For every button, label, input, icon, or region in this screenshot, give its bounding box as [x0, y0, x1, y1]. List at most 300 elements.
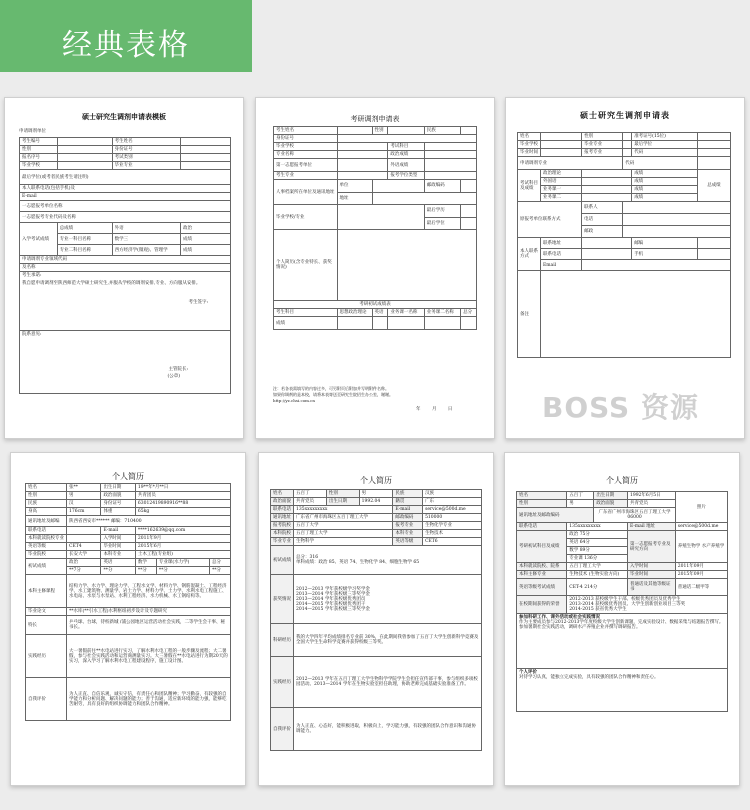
form-cell: 政治面貌	[594, 500, 628, 508]
form-cell: 报名序号	[20, 154, 58, 162]
form-cell: 英语等级	[393, 538, 423, 546]
form-cell	[388, 317, 424, 330]
form-cell	[582, 170, 632, 178]
form-cell	[424, 172, 476, 180]
cell-text: 2014—2015 学年获校级优秀团干	[296, 601, 366, 607]
form-cell: 入学时间	[627, 563, 675, 571]
cell-text: 对待学习认真，能独立完成实验，具有较强的团队合作精神和责任心。	[519, 675, 659, 680]
form-cell: 510000	[423, 514, 482, 522]
form-cell: 养殖生物学 水产养殖学	[675, 531, 727, 563]
form-cell: 生物科学	[294, 538, 393, 546]
form-cell	[424, 151, 476, 159]
card3-title: 硕士研究生调剂申请表	[580, 110, 670, 120]
form-cell	[582, 194, 632, 202]
form-cell: 出生日期	[101, 484, 135, 492]
form-cell: 成绩	[632, 194, 698, 202]
form-cell: 广东	[423, 498, 482, 506]
form-cell	[697, 249, 730, 260]
cell-text: 广东省广州市海珠区五百丁理工大学	[598, 510, 671, 515]
form-cell: service@500d.me	[675, 523, 727, 531]
form-cell	[57, 154, 112, 162]
form-cell: 最后学位(或考者民族考生请注明)	[20, 170, 231, 185]
form-cell: 考生姓名	[274, 127, 338, 135]
form-cell	[181, 162, 231, 170]
form-cell: 1992.04	[359, 498, 393, 506]
form-cell: 考研初试科目及成绩	[517, 531, 567, 563]
form-cell: 政治	[67, 559, 101, 567]
form-cell: 成绩	[181, 234, 231, 245]
form-cell: 及名称	[20, 264, 231, 272]
form-cell	[567, 596, 728, 614]
form-cell	[337, 159, 388, 172]
form-cell	[337, 172, 388, 180]
card2-url[interactable]: http://yz.chsi.com.cn	[273, 398, 315, 403]
form-cell	[697, 141, 730, 149]
form-cell: 总分	[210, 559, 231, 567]
form-cell	[337, 317, 372, 330]
template-card-1[interactable]	[4, 97, 244, 439]
cell-text: 2013—2014 学年获校级三等奖学金	[296, 591, 370, 597]
form-cell	[372, 180, 424, 193]
form-cell: 五百丁	[567, 492, 594, 500]
form-cell: 性别	[326, 490, 359, 498]
form-cell	[57, 162, 112, 170]
form-cell	[337, 151, 388, 159]
form-cell: 邮政	[582, 226, 623, 238]
form-cell: 成绩	[632, 186, 698, 194]
form-cell: 五百丁理工大学	[294, 530, 393, 538]
form-cell: 本科就读院校专业	[26, 535, 67, 543]
template-card-2[interactable]	[255, 97, 495, 439]
form-cell: 65kg	[135, 508, 230, 516]
form-cell: 自我评价	[26, 678, 67, 721]
form-cell: 在校期间获得的荣誉	[517, 596, 567, 614]
form-cell: 专业名称	[274, 151, 338, 159]
form-cell	[337, 230, 477, 301]
form-cell: 通讯地址及邮政编码	[517, 508, 594, 523]
form-cell: **7分	[67, 567, 101, 575]
form-cell	[623, 214, 731, 226]
form-cell: 考试科目	[388, 143, 424, 151]
form-cell: 毕业专业	[271, 538, 294, 546]
form-cell: 男	[67, 492, 101, 500]
form-cell: 联系电话	[541, 249, 582, 260]
form-cell: 性别	[372, 127, 388, 135]
form-cell: 获奖情况	[271, 575, 294, 624]
form-cell: 科研经历	[271, 624, 294, 657]
form-cell: 身份证号	[101, 500, 135, 508]
form-cell: 为人正直、自信乐观，诚实守信，有责任心和团队精神；学习勤奋，有较强的自学能力和分析问题、解决问题的能力；善于沟通，适应新环境的能力强，能够吃苦耐劳，具有良好的组织协调能力和团队合作精神。	[67, 678, 231, 721]
form-cell: 生物技术 (生物实验方向)	[567, 571, 628, 579]
form-cell	[582, 178, 632, 186]
form-cell	[337, 135, 477, 143]
form-cell	[623, 141, 632, 149]
form-cell: 最后学历	[424, 205, 460, 218]
form-cell: 联系电话	[271, 506, 294, 514]
form-cell: 性别	[26, 492, 67, 500]
cell-text: 总分：316	[296, 555, 319, 560]
form-cell	[623, 133, 632, 141]
form-cell: 共青党员	[294, 498, 327, 506]
form-cell: 毕业论文	[26, 608, 67, 616]
form-cell: CET4	[67, 543, 101, 551]
form-cell	[294, 575, 482, 624]
form-cell: 外国语	[541, 178, 582, 186]
cell-text: 2014-2015 获省优秀大学生	[569, 607, 627, 612]
card5-title: 个人简历	[360, 476, 392, 485]
cell-text: 2013—2014 学年获校级优秀团员	[296, 596, 366, 602]
form-cell	[541, 141, 582, 149]
cell-text: 2012—2013 学年获校级学习奖学金	[296, 586, 370, 592]
form-cell: 毕业学校	[274, 143, 338, 151]
form-cell: 英语 64分	[567, 539, 628, 547]
form-cell	[181, 138, 231, 146]
card4-title: 个人简历	[112, 472, 144, 481]
form-cell	[294, 546, 482, 575]
cell-text: 2012-2013 获校级学生干部、校级优秀团员及优秀学生	[569, 597, 681, 602]
form-cell: 本科专业	[101, 551, 135, 559]
form-cell	[372, 317, 388, 330]
form-cell	[181, 146, 231, 154]
form-cell: service@500d.me	[423, 506, 482, 514]
form-cell: 考试类别	[112, 154, 180, 162]
form-cell	[623, 202, 731, 214]
form-cell: 2012—2013 学年在五百丁理工大学生物科学学院学生会担任宣传部干事，参与组织多项校园活动。2013—2014 学年在生物实验室担任助理，协助老师完成基础实验准备工作。	[294, 657, 482, 708]
form-cell: 结构力学、水力学、理论力学、工程水文学、材料力学、钢筋混凝土、工程经济学、水工建筑物、测量学、岩土力学、材料力学、土力学、水利水电工程施工、水电站、水泵与水泵站、水利工程经济、水力机械、水工钢结构等。	[67, 575, 231, 608]
form-cell: 业务课一	[541, 186, 582, 194]
form-cell: 本科专业	[393, 530, 423, 538]
form-cell	[337, 143, 388, 151]
form-cell: 照片	[675, 492, 727, 523]
form-cell: 入学时间	[101, 535, 135, 543]
form-cell	[697, 238, 730, 249]
cell-text: 2014—2015 学年获校级三等奖学金	[296, 606, 370, 612]
card3-watermark: BOSS 资源	[542, 391, 699, 424]
form-cell: 2015年6月	[135, 543, 230, 551]
form-cell	[57, 146, 112, 154]
cell-text: 2013-2014 获校级优秀团员、大学生创新创业项目三等奖	[569, 602, 686, 607]
form-cell: 体重	[101, 508, 135, 516]
form-cell: 报考学位类型	[388, 172, 424, 180]
form-cell: 男	[567, 500, 594, 508]
form-cell: 普通话二级甲等	[675, 579, 727, 596]
form-cell: 长安大学	[67, 551, 101, 559]
form-cell: 数学三	[112, 234, 180, 245]
form-cell: **水库(**引水工程)水利枢纽初步设计及专题研究	[67, 608, 231, 616]
card2-title: 考研调剂申请表	[350, 115, 400, 123]
form-cell: 成绩	[632, 178, 698, 186]
form-cell: 人事档案所在单位及通讯地址	[274, 180, 338, 205]
form-cell	[582, 186, 632, 194]
form-cell: 政治 75分	[567, 531, 628, 539]
form-cell: 申请调剂专业	[518, 157, 623, 170]
form-cell: 2015年09月	[675, 571, 727, 579]
form-cell: 毕业专业	[582, 141, 623, 149]
form-cell	[517, 669, 728, 712]
form-cell: 英语	[101, 559, 135, 567]
form-cell: 自我评价	[271, 708, 294, 751]
form-cell: 共青党员	[627, 500, 675, 508]
form-cell: 毕业时间	[627, 571, 675, 579]
cell-text: 参加科研工作、课外活动或社会实践情况	[519, 615, 600, 620]
form-cell: 准考证号(15位)	[632, 133, 698, 141]
form-cell	[541, 133, 582, 141]
form-cell: Email	[541, 260, 582, 271]
form-cell: 土木工程(专业组)	[135, 551, 230, 559]
form-cell: 176cm	[67, 508, 101, 516]
card1-statement: 我自愿申请调剂至陕西师范大学硕士研究生,并服从学校的调剂安排,专业、方向服从安排。	[22, 281, 201, 286]
form-cell: 数学	[135, 559, 156, 567]
form-cell	[424, 317, 460, 330]
form-cell: 63012419890916**88	[135, 500, 230, 508]
form-cell: 五百丁理工大学	[567, 563, 628, 571]
card5-form	[270, 489, 482, 751]
form-cell: 性别	[517, 500, 567, 508]
form-cell: 考生科目	[274, 309, 338, 317]
template-card-3[interactable]	[505, 97, 745, 439]
form-cell: 毕业学校/专业	[274, 205, 338, 230]
form-cell	[337, 127, 372, 135]
form-cell: 专业课 136分	[567, 555, 628, 563]
form-cell: 考生编号	[20, 138, 58, 146]
form-cell: 汉族	[423, 490, 482, 498]
form-cell: 考试科目及成绩	[518, 170, 541, 202]
form-cell: ****162639@qq.com	[135, 527, 230, 535]
form-cell: 共青团员	[135, 492, 230, 500]
form-cell	[67, 527, 101, 535]
form-cell: 外语	[112, 223, 180, 234]
form-cell	[20, 331, 231, 394]
form-cell	[582, 260, 731, 271]
banner-title: 经典表格	[62, 28, 190, 63]
form-cell: 普通话及其他等级证书	[627, 579, 675, 596]
form-cell: 专业二科目名称	[57, 245, 112, 256]
form-cell: 本人联系方式	[518, 238, 541, 271]
form-cell: 总成绩	[57, 223, 112, 234]
form-cell: 姓名	[26, 484, 67, 492]
form-cell: 手机	[632, 249, 698, 260]
form-cell: E-mail	[393, 506, 423, 514]
form-cell	[20, 272, 231, 331]
form-cell: 民族	[424, 127, 460, 135]
form-cell: 最后学位	[424, 217, 460, 230]
form-cell: 最后学位	[632, 141, 698, 149]
form-cell	[541, 271, 731, 358]
form-cell: 专业课(水力学)	[156, 559, 209, 567]
banner	[0, 0, 252, 72]
form-cell: 籍贯	[393, 498, 423, 506]
form-cell: 生物技术	[423, 530, 482, 538]
form-cell: 姓名	[518, 133, 541, 141]
form-cell: 通讯地址	[271, 514, 294, 522]
form-cell: 电话	[582, 214, 623, 226]
form-cell: 英语等级	[26, 543, 67, 551]
form-cell: 出生日期	[326, 498, 359, 506]
card1-sign: 考生签字:	[188, 300, 208, 305]
form-cell: 特长	[26, 616, 67, 635]
resume-card-2[interactable]	[258, 452, 494, 786]
form-cell	[582, 249, 632, 260]
form-cell: 出生日期	[594, 492, 628, 500]
form-cell	[461, 317, 477, 330]
card2-note-1: 注：若各表需填写的内容过多，可另附页后附加并写明附件名称。	[273, 386, 389, 391]
form-cell: 地址	[337, 192, 372, 205]
form-cell: 通讯地址及邮编	[26, 516, 67, 527]
form-cell: 实践经历	[271, 657, 294, 708]
form-cell: 男	[359, 490, 393, 498]
card6-form	[516, 491, 728, 712]
card1-form	[19, 137, 231, 394]
form-cell: E-mail	[101, 527, 135, 535]
form-cell: 1992年6月5日	[627, 492, 675, 500]
form-cell: 业务课二	[541, 194, 582, 202]
form-cell: 政治理论	[541, 170, 582, 178]
form-cell: 联系电话	[517, 523, 567, 531]
form-cell	[461, 127, 477, 135]
card1-statement-label: 考生承诺:	[22, 273, 42, 278]
card6-title: 个人简历	[606, 476, 638, 485]
form-cell: 考生专业	[274, 172, 338, 180]
form-cell: 初试成绩	[26, 559, 67, 575]
form-cell: 考研初试成绩表	[274, 301, 477, 309]
form-cell: 数学 89分	[567, 547, 628, 555]
form-cell: 思想政治理论	[337, 309, 372, 317]
form-cell: 成绩	[632, 170, 698, 178]
form-cell: 申请调剂专业领域代码	[20, 256, 231, 264]
resume-card-3[interactable]	[504, 452, 740, 786]
form-cell: 本科就读院校、院系	[517, 563, 567, 571]
form-cell: 五百丁	[294, 490, 327, 498]
form-cell	[67, 535, 101, 543]
form-cell: 成绩	[274, 317, 338, 330]
cell-text: 单科成绩：政治 85、英语 74、生物化学 84、细胞生物学 65	[296, 560, 420, 565]
form-cell	[337, 205, 424, 230]
cell-text: 06000	[627, 515, 642, 520]
form-cell: 第一志愿报考单位	[274, 159, 338, 172]
form-cell: E-mail	[20, 193, 231, 201]
form-cell: CET6	[423, 538, 482, 546]
form-cell: 乒乓球、台球，待校新城 /浦公园地区运营活动社会实践，二等学生会干事、秘书长。	[67, 616, 231, 635]
form-cell	[57, 138, 112, 146]
form-cell: 业务课一名称	[388, 309, 424, 317]
form-cell: **分	[210, 567, 231, 575]
form-cell: 毕业专业	[112, 162, 180, 170]
form-cell: 报考专业	[582, 149, 623, 157]
form-cell	[623, 149, 632, 157]
form-cell: 大一暑假前往**水电站进行实习，了解水利水电工程的一般步骤及流程；大二暑假，参与社会实践活动和运营商测量实习。大三暑假在**水电站进行为期20天的实习，深入学习了解水利水电工程建设程序，施工设计图。	[67, 635, 231, 678]
card1-seal: (公章)	[167, 374, 180, 379]
card1-leader-sign: 主管院长:	[168, 367, 188, 372]
form-cell: 毕业时间	[101, 543, 135, 551]
form-cell: 第一志愿报考专业及研究方向	[627, 531, 675, 563]
form-cell: 报考院校	[271, 522, 294, 530]
cell-text: 个人评价	[519, 670, 537, 675]
card2-date: 年 月 日	[416, 407, 453, 412]
form-cell: 一志愿报考单位名称	[20, 201, 231, 212]
form-cell: 西方经济学(微观)、管理学	[112, 245, 180, 256]
form-cell: 毕业学校	[518, 141, 541, 149]
form-cell	[461, 217, 477, 230]
form-cell: 外语成绩	[388, 159, 424, 172]
form-cell: 张**	[67, 484, 101, 492]
form-cell: 个人简历(含专业特长、获奖情况)	[274, 230, 338, 301]
form-cell	[697, 157, 730, 170]
form-cell: 政治面貌	[101, 492, 135, 500]
form-cell	[424, 143, 476, 151]
cell-text: 作为主要成员参与2012-2013学年度校级大学生创新课题，完成实验设计、数据采集与结题报告撰写。参加暑期社会实践活动，调研水产养殖企业并撰写调研报告。	[519, 620, 724, 630]
form-cell: 英语	[372, 309, 388, 317]
form-cell: 2011年9月	[135, 535, 230, 543]
card2-form	[273, 126, 477, 330]
form-cell: 身高	[26, 508, 67, 516]
form-cell: 联系地址	[541, 238, 582, 249]
form-cell	[697, 133, 730, 141]
card2-note-2: 如果你调剂的是本校，请将本表寄送至研究生院招生办公室，谢谢。	[273, 392, 393, 397]
form-cell: 业务课二名称	[424, 309, 460, 317]
form-cell	[461, 205, 477, 218]
form-cell: 我的大学四年平均成绩排名专业前 30%，在此期间我曾参加了五百丁大学生创新科学竞赛及全国大学生生命科学竞赛并获得校级三等奖。	[294, 624, 482, 657]
form-cell: 总分	[461, 309, 477, 317]
form-cell	[582, 238, 632, 249]
form-cell	[372, 192, 477, 205]
form-cell: 民族	[393, 490, 423, 498]
form-cell: 19**年*月**日	[135, 484, 230, 492]
card1-title: 硕士研究生调剂申请表模板	[82, 112, 166, 121]
form-cell: 五百丁大学	[294, 522, 393, 530]
form-cell: 实践经历	[26, 635, 67, 678]
form-cell: 原报考单位联系方式	[518, 202, 582, 238]
form-cell: 为人正直、心态好，能积极进取，积极向上，学习能力强，有较强的团队合作意识和沟通协调能力。	[294, 708, 482, 751]
form-cell: 2011年09月	[675, 563, 727, 571]
form-cell: 入学考试成绩	[20, 223, 58, 256]
form-cell	[697, 149, 730, 157]
resume-card-1[interactable]	[10, 452, 246, 786]
form-cell	[541, 149, 582, 157]
form-cell: 性别	[20, 146, 58, 154]
form-cell: 本科主修专业	[517, 571, 567, 579]
form-cell: **分	[156, 567, 209, 575]
form-cell	[461, 180, 477, 193]
form-cell: 姓名	[271, 490, 294, 498]
card3-form	[517, 132, 731, 358]
form-cell	[181, 154, 231, 162]
form-cell: 专业一科目名称	[57, 234, 112, 245]
form-cell: CET-4 214分	[567, 579, 628, 596]
form-cell: 联系人	[582, 202, 623, 214]
form-cell: 总成绩	[697, 170, 730, 202]
card4-form	[25, 483, 231, 721]
form-cell: 代码	[632, 149, 698, 157]
form-cell: 代码	[623, 157, 698, 170]
form-cell: 邮政编码	[393, 514, 423, 522]
form-cell	[388, 127, 424, 135]
form-cell: **分	[101, 567, 135, 575]
form-cell: 身份证号	[274, 135, 338, 143]
form-cell	[517, 614, 728, 669]
form-cell: 毕业时间	[518, 149, 541, 157]
form-cell: 初试成绩	[271, 546, 294, 575]
form-cell	[623, 226, 731, 238]
form-cell: 民族	[26, 500, 67, 508]
form-cell: 135xxxxxxxxx	[567, 523, 628, 531]
form-cell: 邮政编码	[424, 180, 460, 193]
form-cell: 本科院校	[271, 530, 294, 538]
form-cell: 汉	[67, 500, 101, 508]
form-cell: 一志愿报考专业代码及名称	[20, 212, 231, 223]
form-cell: 身份证号	[112, 146, 180, 154]
form-cell: E-mail 地址	[627, 523, 675, 531]
form-cell: 邮编	[632, 238, 698, 249]
